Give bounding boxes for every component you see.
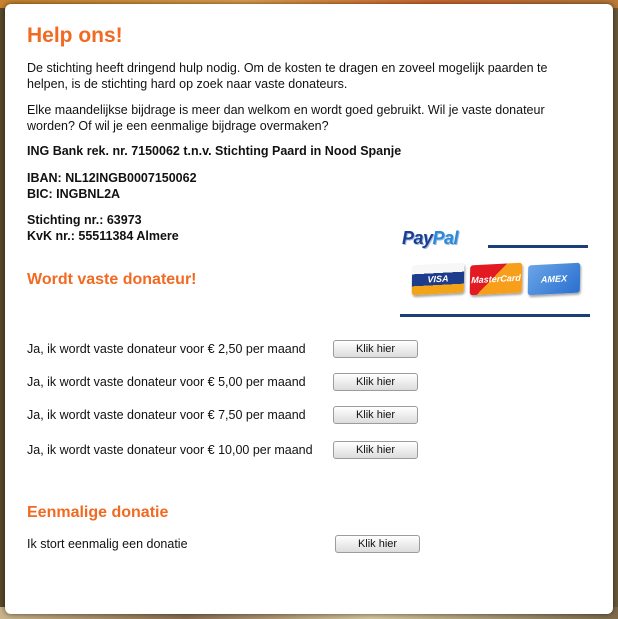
intro-2-line-2: worden? Of wil je een eenmalige bijdrage overmaken? [27,119,329,133]
paypal-payment-logos [400,228,590,318]
bic-text: BIC: INGBNL2A [27,187,121,201]
donate-7-50-button[interactable]: Klik hier [333,406,418,424]
registration-info [27,212,179,244]
one-time-option-row [27,535,427,555]
bank-account-line: ING Bank rek. nr. 7150062 t.n.v. Stichting Paard in Nood Spanje [27,144,402,158]
paypal-divider-top [488,245,588,248]
monthly-option-row [27,406,427,426]
amex-card-icon: AMEX [528,263,581,296]
visa-card-icon: VISA [412,263,465,296]
one-time-donation-heading: Eenmalige donatie [27,504,169,521]
one-time-donate-button[interactable]: Klik hier [335,535,420,553]
monthly-option-row [27,340,427,360]
paypal-divider-bottom [400,314,590,317]
monthly-option-label: Ja, ik wordt vaste donateur voor € 5,00 per maand [27,375,306,389]
donate-2-50-button[interactable]: Klik hier [333,340,418,358]
donate-10-00-button[interactable]: Klik hier [333,441,418,459]
iban-text: IBAN: NL12INGB0007150062 [27,171,197,185]
stichting-number: Stichting nr.: 63973 [27,213,142,227]
monthly-option-row [27,441,427,461]
monthly-option-label: Ja, ik wordt vaste donateur voor € 7,50 per maand [27,408,306,422]
monthly-donor-heading: Wordt vaste donateur! [27,271,197,288]
modal-title: Help ons! [27,24,123,47]
intro-paragraph-2 [27,102,545,134]
donate-5-00-button[interactable]: Klik hier [333,373,418,391]
monthly-option-label: Ja, ik wordt vaste donateur voor € 10,00 per maand [27,443,313,457]
mastercard-icon: MasterCard [470,263,523,296]
one-time-option-label: Ik stort eenmalig een donatie [27,537,188,551]
donation-modal [5,4,613,614]
intro-1-line-2: helpen, is de stichting hard op zoek naar vaste donateurs. [27,77,348,91]
intro-paragraph-1 [27,60,547,92]
intro-2-line-1: Elke maandelijkse bijdrage is meer dan welkom en wordt goed gebruikt. Wil je vaste donateur [27,103,545,117]
kvk-number: KvK nr.: 55511384 Almere [27,229,179,243]
monthly-option-label: Ja, ik wordt vaste donateur voor € 2,50 per maand [27,342,306,356]
paypal-logo: PayPal [402,228,459,248]
monthly-option-row [27,373,427,393]
intro-1-line-1: De stichting heeft dringend hulp nodig. Om de kosten te dragen en zoveel mogelijk paarden te [27,61,548,75]
bank-codes [27,170,197,202]
